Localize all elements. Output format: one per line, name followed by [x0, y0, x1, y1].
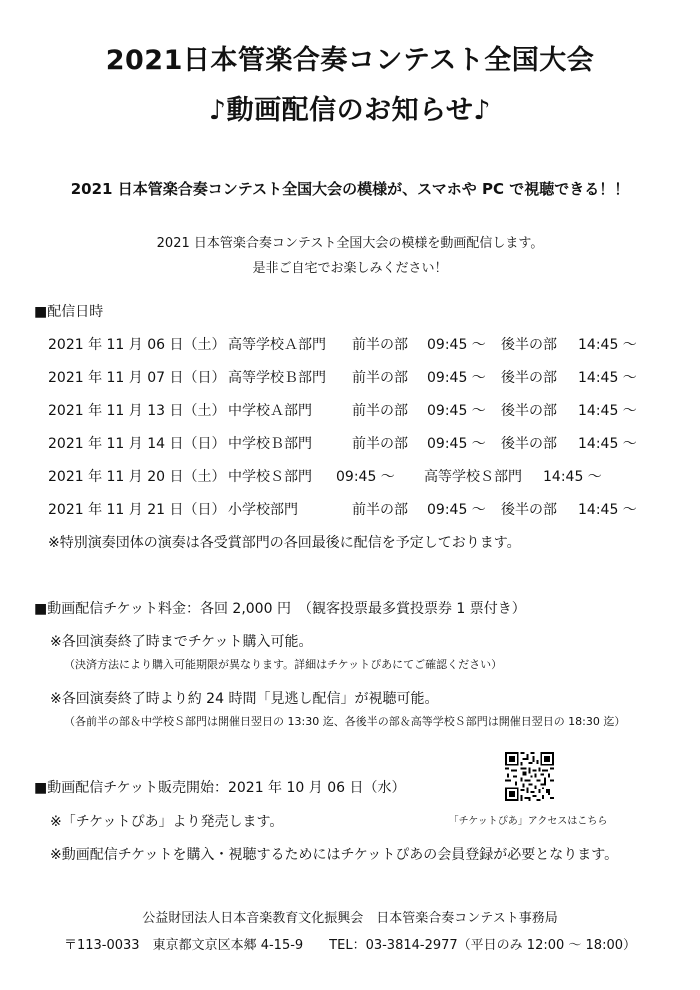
schedule-date: 2021 年 11 月 07 日（日）: [48, 370, 226, 386]
schedule-second-label: 後半の部: [501, 502, 557, 518]
schedule-date: 2021 年 11 月 13 日（土）: [48, 403, 226, 419]
schedule-division: 高等学校Ａ部門: [228, 337, 326, 353]
schedule-division: 高等学校Ｂ部門: [228, 370, 326, 386]
schedule-second-label: 後半の部: [501, 403, 557, 419]
schedule-note: ※特別演奏団体の演奏は各受賞部門の各回最後に配信を予定しております。: [48, 535, 521, 551]
schedule-second-time: 14:45 〜: [578, 370, 637, 386]
ticket-note-2-detail: （各前半の部＆中学校Ｓ部門は開催日翌日の 13:30 迄、各後半の部＆高等学校Ｓ部門は開催日翌日の 18:30 迄）: [64, 715, 626, 728]
schedule-division: 小学校部門: [228, 502, 298, 518]
schedule-first-time: 09:45 〜: [427, 436, 486, 452]
document-subtitle: ♪動画配信のお知らせ♪: [208, 95, 492, 126]
sales-note-1: ※「チケットぴあ」より発売します。: [50, 814, 284, 830]
schedule-second-time: 14:45 〜: [578, 502, 637, 518]
schedule-division: 中学校Ｂ部門: [228, 436, 312, 452]
schedule-first-time: 09:45 〜: [427, 337, 486, 353]
intro-line-1: 2021 日本管楽合奏コンテスト全国大会の模様を動画配信します。: [156, 236, 544, 251]
ticket-pia-qr-code[interactable]: [505, 752, 554, 801]
schedule-second-time: 14:45 〜: [543, 469, 602, 485]
schedule-second-time: 14:45 〜: [578, 436, 637, 452]
schedule-first-label: 前半の部: [352, 337, 408, 353]
schedule-date: 2021 年 11 月 21 日（日）: [48, 502, 226, 518]
ticket-note-2: ※各回演奏終了時より約 24 時間「見逃し配信」が視聴可能。: [50, 691, 439, 707]
ticket-note-1-detail: （決済方法により購入可能期限が異なります。詳細はチケットぴあにてご確認ください）: [64, 658, 503, 671]
footer-organization: 公益財団法人日本音楽教育文化振興会 日本管楽合奏コンテスト事務局: [142, 911, 558, 926]
sales-note-2: ※動画配信チケットを購入・視聴するためにはチケットぴあの会員登録が必要となります。: [50, 847, 619, 863]
ticket-price-heading: ■動画配信チケット料金：各回 2,000 円 （観客投票最多賞投票券 1 票付き）: [34, 601, 526, 617]
qr-caption: 「チケットぴあ」アクセスはこちら: [448, 816, 608, 827]
schedule-second-time: 14:45 〜: [578, 403, 637, 419]
schedule-first-label: 前半の部: [352, 370, 408, 386]
schedule-first-label: 前半の部: [352, 502, 408, 518]
schedule-heading: ■配信日時: [34, 304, 104, 320]
schedule-first-time: 09:45 〜: [427, 403, 486, 419]
schedule-second-time: 14:45 〜: [578, 337, 637, 353]
footer-contact: 〒113-0033 東京都文京区本郷 4-15-9 TEL：03-3814-2977（平日のみ 12:00 〜 18:00）: [63, 938, 636, 953]
schedule-first-time: 09:45 〜: [336, 469, 395, 485]
document-title: 2021日本管楽合奏コンテスト全国大会: [105, 45, 595, 76]
schedule-division: 中学校Ｓ部門: [228, 469, 312, 485]
schedule-first-time: 09:45 〜: [427, 370, 486, 386]
headline: 2021 日本管楽合奏コンテスト全国大会の模様が、スマホや PC で視聴できる！！: [70, 180, 630, 198]
schedule-second-label: 後半の部: [501, 337, 557, 353]
ticket-note-1: ※各回演奏終了時までチケット購入可能。: [50, 634, 313, 650]
schedule-second-label: 高等学校Ｓ部門: [424, 469, 522, 485]
intro-line-2: 是非ご自宅でお楽しみください！: [252, 261, 448, 276]
schedule-date: 2021 年 11 月 14 日（日）: [48, 436, 226, 452]
schedule-second-label: 後半の部: [501, 370, 557, 386]
schedule-date: 2021 年 11 月 06 日（土）: [48, 337, 226, 353]
sales-heading: ■動画配信チケット販売開始：2021 年 10 月 06 日（水）: [34, 780, 406, 796]
schedule-first-label: 前半の部: [352, 403, 408, 419]
schedule-first-time: 09:45 〜: [427, 502, 486, 518]
schedule-second-label: 後半の部: [501, 436, 557, 452]
schedule-division: 中学校Ａ部門: [228, 403, 312, 419]
schedule-date: 2021 年 11 月 20 日（土）: [48, 469, 226, 485]
schedule-first-label: 前半の部: [352, 436, 408, 452]
